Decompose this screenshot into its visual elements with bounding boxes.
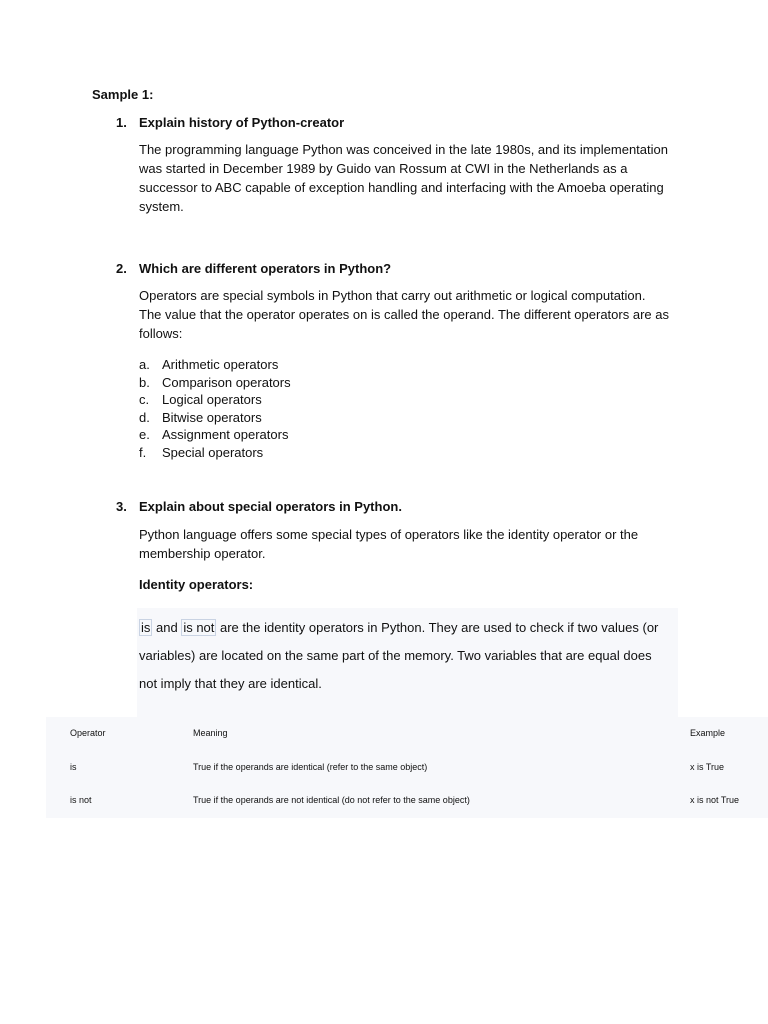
- list-text: Comparison operators: [162, 374, 291, 390]
- and-word: and: [152, 620, 182, 635]
- question-2-number: 2.: [116, 261, 127, 276]
- question-1-answer: [139, 140, 699, 216]
- answer-line: membership operator.: [139, 546, 266, 561]
- list-text: Bitwise operators: [162, 409, 262, 425]
- list-item: [139, 374, 291, 392]
- question-1-title: Explain history of Python-creator: [139, 115, 345, 130]
- question-1-number: 1.: [116, 115, 127, 130]
- table-cell-meaning: True if the operands are not identical (do not refer to the same object): [193, 795, 470, 805]
- identity-line-1: [139, 614, 674, 642]
- identity-line-3: not imply that they are identical.: [139, 676, 322, 691]
- list-item: [139, 409, 291, 427]
- code-is-not: is not: [183, 620, 215, 635]
- list-marker: c.: [139, 392, 150, 407]
- question-2-answer: [139, 286, 699, 343]
- table-header-operator: Operator: [70, 728, 106, 738]
- question-3-answer: [139, 525, 699, 563]
- table-cell-operator: is not: [70, 795, 92, 805]
- sample-title: Sample 1:: [92, 87, 154, 102]
- answer-line: system.: [139, 199, 184, 214]
- answer-line: follows:: [139, 326, 183, 341]
- answer-line: The programming language Python was conceived in the late 1980s, and its implementation: [139, 142, 668, 157]
- question-2-title: Which are different operators in Python?: [139, 261, 392, 276]
- list-marker: a.: [139, 357, 150, 372]
- list-marker: d.: [139, 409, 150, 425]
- identity-operators-table: [46, 717, 768, 818]
- identity-description: [139, 614, 674, 698]
- list-marker: b.: [139, 374, 150, 390]
- list-text: Logical operators: [162, 392, 262, 407]
- answer-line: successor to ABC capable of exception handling and interfacing with the Amoeba operating: [139, 180, 664, 195]
- identity-line-2: variables) are located on the same part of the memory. Two variables that are equal does: [139, 648, 652, 663]
- table-header-meaning: Meaning: [193, 728, 228, 738]
- identity-operators-heading: Identity operators:: [139, 577, 254, 592]
- table-header-example: Example: [690, 728, 726, 738]
- answer-line: The value that the operator operates on is called the operand. The different operators are as: [139, 307, 669, 322]
- list-item: [139, 426, 291, 444]
- identity-line-1-rest: are the identity operators in Python. They are used to check if two values (or: [216, 620, 659, 635]
- table-cell-meaning: True if the operands are identical (refer to the same object): [193, 762, 428, 772]
- list-marker: e.: [139, 427, 150, 442]
- list-item: [139, 391, 291, 409]
- table-cell-operator: is: [70, 762, 77, 772]
- operators-list: [139, 356, 291, 461]
- list-text: Arithmetic operators: [162, 357, 279, 372]
- table-cell-example: x is True: [690, 762, 725, 772]
- list-text: Special operators: [162, 444, 264, 460]
- question-3-title: Explain about special operators in Python.: [139, 499, 402, 514]
- code-is: is: [141, 620, 151, 635]
- list-item: [139, 356, 291, 374]
- table-cell-example: x is not True: [690, 795, 740, 805]
- list-item: [139, 444, 291, 462]
- list-marker: f.: [139, 444, 147, 460]
- list-text: Assignment operators: [162, 427, 289, 442]
- answer-line: Python language offers some special types of operators like the identity operator or the: [139, 527, 639, 542]
- question-3-number: 3.: [116, 499, 127, 514]
- answer-line: Operators are special symbols in Python that carry out arithmetic or logical computation.: [139, 288, 646, 303]
- answer-line: was started in December 1989 by Guido van Rossum at CWI in the Netherlands as a: [139, 161, 628, 176]
